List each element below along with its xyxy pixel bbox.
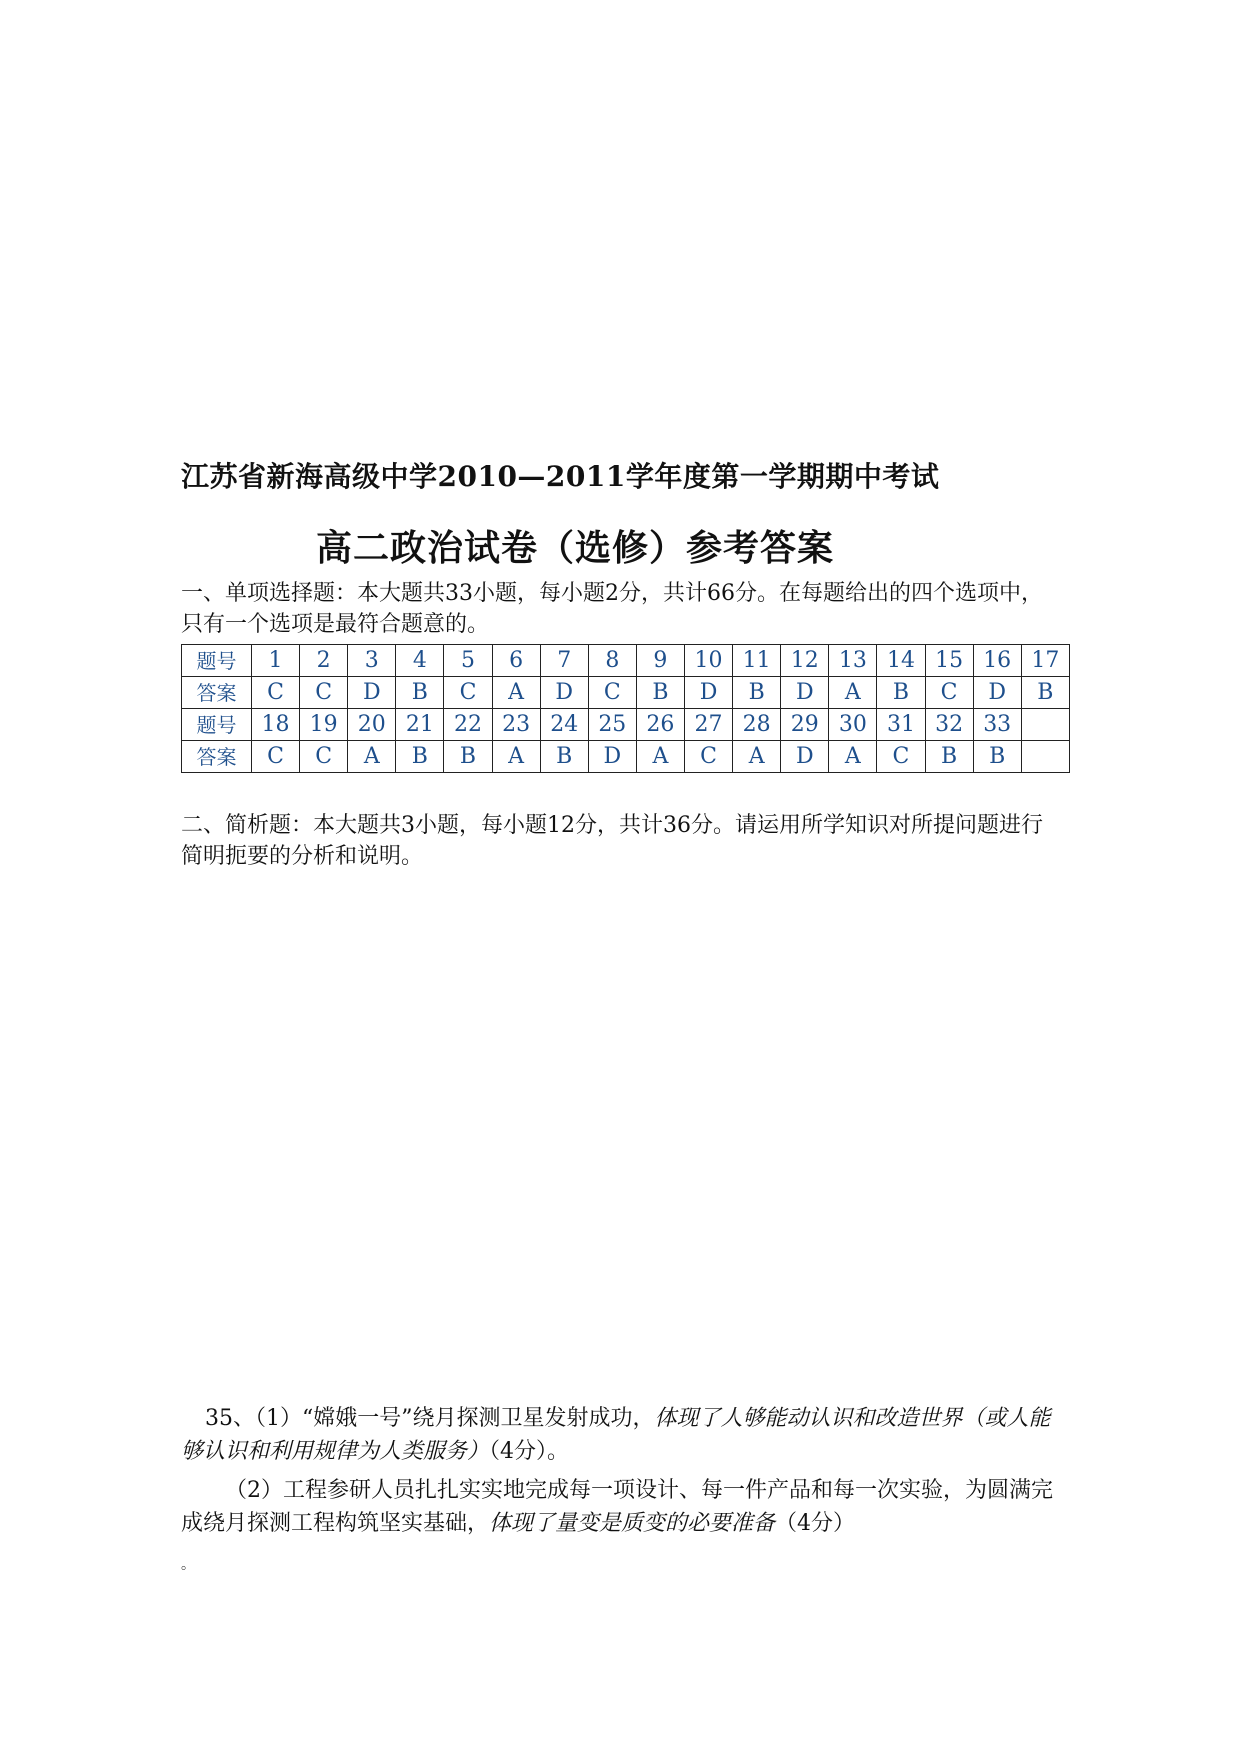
question-number-cell: 26 bbox=[636, 709, 684, 741]
answer-cell: B bbox=[1021, 677, 1069, 709]
answer-cell: D bbox=[540, 677, 588, 709]
school-title: 江苏省新海高级中学2010—2011学年度第一学期期中考试 bbox=[181, 460, 940, 493]
question-number-label: 题号 bbox=[182, 645, 252, 677]
question-number-cell: 10 bbox=[684, 645, 732, 677]
q35-part2-score: （4分） bbox=[775, 1511, 856, 1536]
question-number-cell: 7 bbox=[540, 645, 588, 677]
q35-part1-key-point: 体现了人够能动认识和改造世界（或人能够认识和利用规律为人类服务） bbox=[181, 1406, 1051, 1464]
table-row bbox=[182, 645, 1070, 677]
question-number-cell: 21 bbox=[396, 709, 444, 741]
paper-title: 高二政治试卷（选修）参考答案 bbox=[316, 527, 835, 569]
answer-cell: C bbox=[252, 741, 300, 773]
question-number-label: 题号 bbox=[182, 709, 252, 741]
answer-cell: B bbox=[733, 677, 781, 709]
answer-cell: C bbox=[300, 677, 348, 709]
answer-cell: C bbox=[925, 677, 973, 709]
question-number-cell: 20 bbox=[348, 709, 396, 741]
question-number-cell: 22 bbox=[444, 709, 492, 741]
question-number-cell: 12 bbox=[781, 645, 829, 677]
answer-cell bbox=[1021, 741, 1069, 773]
table-row bbox=[182, 709, 1070, 741]
answer-cell: C bbox=[252, 677, 300, 709]
question-number-cell: 8 bbox=[588, 645, 636, 677]
answer-label: 答案 bbox=[182, 677, 252, 709]
answer-cell: C bbox=[877, 741, 925, 773]
question-number-cell: 13 bbox=[829, 645, 877, 677]
question-number-cell: 3 bbox=[348, 645, 396, 677]
question-35-answer bbox=[181, 1402, 1061, 1582]
answer-cell: B bbox=[636, 677, 684, 709]
answer-cell: A bbox=[829, 677, 877, 709]
question-number-cell: 1 bbox=[252, 645, 300, 677]
question-number-cell: 19 bbox=[300, 709, 348, 741]
answer-cell: D bbox=[588, 741, 636, 773]
question-number-cell: 16 bbox=[973, 645, 1021, 677]
question-number-cell bbox=[1021, 709, 1069, 741]
answer-cell: A bbox=[348, 741, 396, 773]
question-number-cell: 23 bbox=[492, 709, 540, 741]
q35-part2-text: （2）工程参研人员扎扎实实地完成每一项设计、每一件产品和每一次实验，为圆满完成绕月探测工程构筑坚实基础， bbox=[181, 1478, 1053, 1536]
answer-cell: A bbox=[492, 741, 540, 773]
question-number-cell: 5 bbox=[444, 645, 492, 677]
question-number-cell: 33 bbox=[973, 709, 1021, 741]
answer-cell: D bbox=[781, 677, 829, 709]
answer-cell: B bbox=[925, 741, 973, 773]
answer-cell: B bbox=[540, 741, 588, 773]
answer-cell: A bbox=[492, 677, 540, 709]
answer-cell: B bbox=[877, 677, 925, 709]
question-number-cell: 18 bbox=[252, 709, 300, 741]
question-number-cell: 17 bbox=[1021, 645, 1069, 677]
q35-trailing-period: 。 bbox=[181, 1557, 195, 1573]
question-number-cell: 2 bbox=[300, 645, 348, 677]
answer-cell: B bbox=[973, 741, 1021, 773]
question-number-cell: 27 bbox=[684, 709, 732, 741]
answer-cell: B bbox=[444, 741, 492, 773]
question-number-cell: 29 bbox=[781, 709, 829, 741]
q35-part1 bbox=[181, 1402, 1061, 1468]
question-number-cell: 25 bbox=[588, 709, 636, 741]
question-number-cell: 28 bbox=[733, 709, 781, 741]
section1-instructions: 一、单项选择题：本大题共33小题，每小题2分，共计66分。在每题给出的四个选项中，只有一个选项是最符合题意的。 bbox=[181, 581, 1043, 637]
answer-label: 答案 bbox=[182, 741, 252, 773]
question-number-cell: 31 bbox=[877, 709, 925, 741]
q35-part1-score: （4分）。 bbox=[489, 1439, 570, 1464]
answer-cell: D bbox=[781, 741, 829, 773]
q35-part1-text: 35、（1）“嫦娥一号”绕月探测卫星发射成功， bbox=[205, 1406, 655, 1431]
question-number-cell: 15 bbox=[925, 645, 973, 677]
q35-part2-key-point: 体现了量变是质变的必要准备 bbox=[489, 1511, 776, 1536]
table-row bbox=[182, 677, 1070, 709]
answer-cell: D bbox=[973, 677, 1021, 709]
question-number-cell: 14 bbox=[877, 645, 925, 677]
question-number-cell: 6 bbox=[492, 645, 540, 677]
answer-cell: A bbox=[829, 741, 877, 773]
answer-cell: B bbox=[396, 677, 444, 709]
answer-cell: B bbox=[396, 741, 444, 773]
answer-cell: D bbox=[348, 677, 396, 709]
answer-cell: C bbox=[300, 741, 348, 773]
question-number-cell: 9 bbox=[636, 645, 684, 677]
answer-cell: C bbox=[684, 741, 732, 773]
question-number-cell: 30 bbox=[829, 709, 877, 741]
answer-cell: A bbox=[636, 741, 684, 773]
question-number-cell: 11 bbox=[733, 645, 781, 677]
answer-cell: D bbox=[684, 677, 732, 709]
question-number-cell: 4 bbox=[396, 645, 444, 677]
q35-part2 bbox=[181, 1474, 1061, 1540]
question-number-cell: 32 bbox=[925, 709, 973, 741]
question-number-cell: 24 bbox=[540, 709, 588, 741]
table-row bbox=[182, 741, 1070, 773]
answer-table bbox=[181, 644, 1070, 773]
answer-cell: C bbox=[588, 677, 636, 709]
section2-instructions: 二、简析题：本大题共3小题，每小题12分，共计36分。请运用所学知识对所提问题进行简明扼要的分析和说明。 bbox=[181, 813, 1043, 869]
answer-cell: C bbox=[444, 677, 492, 709]
answer-cell: A bbox=[733, 741, 781, 773]
